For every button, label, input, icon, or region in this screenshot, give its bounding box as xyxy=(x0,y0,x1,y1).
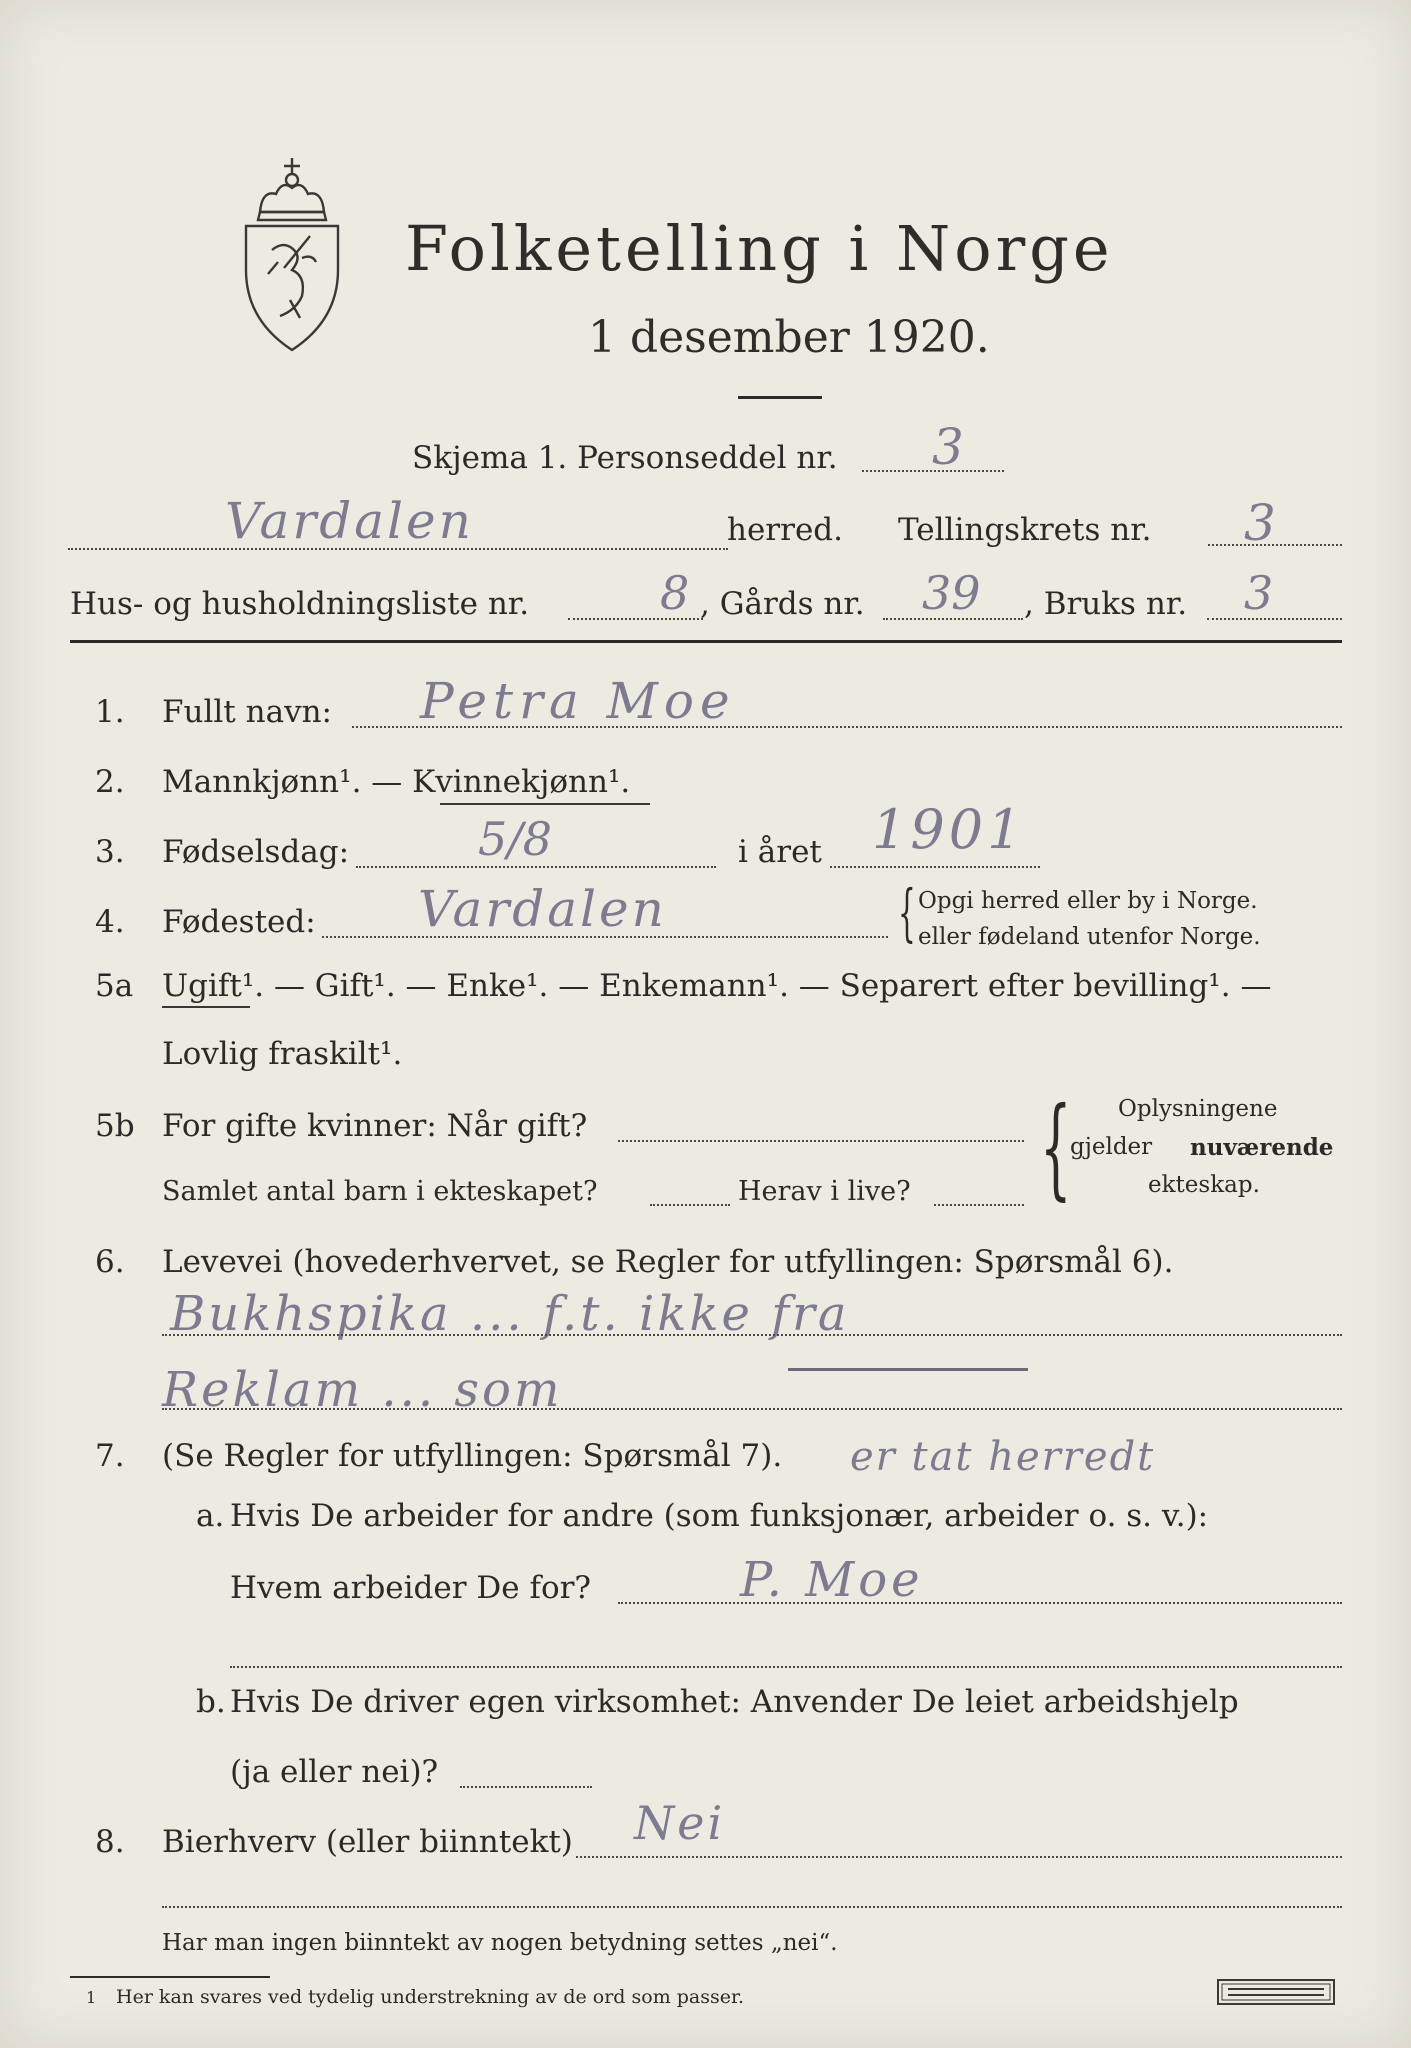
q5b-live-dots xyxy=(934,1204,1024,1206)
footnote-rule xyxy=(70,1976,270,1978)
q5b-brace: { xyxy=(1040,1083,1072,1211)
q2-label: Mannkjønn¹. — Kvinnekjønn¹. xyxy=(162,764,631,800)
q1-label: Fullt navn: xyxy=(162,694,332,730)
q5b-nar-gift-dots xyxy=(618,1140,1024,1142)
q7a-value: P. Moe xyxy=(740,1552,924,1608)
q5a-line-2: Lovlig fraskilt¹. xyxy=(162,1036,403,1072)
herred-label: herred. xyxy=(727,512,843,548)
q4-note-2: eller fødeland utenfor Norge. xyxy=(918,924,1261,950)
skjema-label: Skjema 1. Personseddel nr. xyxy=(412,440,838,476)
q8-value: Nei xyxy=(634,1796,726,1850)
herred-value: Vardalen xyxy=(225,492,474,550)
tellingskrets-nr-value: 3 xyxy=(1244,494,1276,552)
bruks-nr-value: 3 xyxy=(1244,566,1274,620)
q1-value: Petra Moe xyxy=(420,672,736,730)
personseddel-nr-value: 3 xyxy=(932,418,964,476)
hus-nr-value: 8 xyxy=(660,566,690,620)
q6-dots-2 xyxy=(162,1408,1342,1410)
q3-year-dots xyxy=(830,866,1040,868)
q3-number: 3. xyxy=(95,834,125,870)
q7a-number: a. xyxy=(196,1498,225,1534)
bruks-dots xyxy=(1207,618,1342,620)
q6-value-1: Bukhspika ... f.t. ikke fra xyxy=(170,1286,850,1342)
q5b-barn-dots xyxy=(650,1204,730,1206)
form-date: 1 desember 1920. xyxy=(588,312,990,363)
q5b-label-2: Samlet antal barn i ekteskapet? xyxy=(162,1176,598,1207)
footnote-text: Her kan svares ved tydelig understrekning av de ord som passer. xyxy=(116,1986,745,2008)
q6-dots-1 xyxy=(162,1334,1342,1336)
q4-number: 4. xyxy=(95,904,125,940)
tellingskrets-label: Tellingskrets nr. xyxy=(898,512,1152,548)
q5a-number: 5a xyxy=(95,968,134,1004)
q7b-line-1: Hvis De driver egen virksomhet: Anvender De leiet arbeidshjelp xyxy=(230,1684,1239,1720)
q4-value: Vardalen xyxy=(418,880,667,938)
q7-number: 7. xyxy=(95,1438,125,1474)
q2-kvinnekjonn-underline xyxy=(440,803,650,805)
q3-year-value: 1901 xyxy=(872,798,1026,861)
q6-number: 6. xyxy=(95,1244,125,1280)
q5b-note-2a: gjelder xyxy=(1070,1134,1153,1160)
header-divider xyxy=(70,640,1342,643)
q5a-ugift-underline xyxy=(162,1006,250,1008)
q7b-number: b. xyxy=(196,1684,226,1720)
q7b-line-2: (ja eller nei)? xyxy=(230,1754,439,1790)
q4-brace: { xyxy=(898,876,916,949)
q5b-number: 5b xyxy=(95,1108,135,1144)
q3-label: Fødselsdag: xyxy=(162,834,350,870)
q5b-note-3: ekteskap. xyxy=(1148,1172,1260,1198)
gards-nr-value: 39 xyxy=(922,566,981,620)
q2-number: 2. xyxy=(95,764,125,800)
printer-stamp-icon xyxy=(1216,1978,1336,2006)
q8-number: 8. xyxy=(95,1824,125,1860)
q7a-line-2: Hvem arbeider De for? xyxy=(230,1570,592,1606)
q7b-dots xyxy=(460,1786,592,1788)
q5b-label-1: For gifte kvinner: Når gift? xyxy=(162,1108,588,1144)
q7a-dots xyxy=(618,1602,1342,1604)
q7a-line-1: Hvis De arbeider for andre (som funksjonær, arbeider o. s. v.): xyxy=(230,1498,1209,1534)
q5b-label-3: Herav i live? xyxy=(738,1176,911,1207)
q8-dots xyxy=(576,1856,1342,1858)
q6-value-2: Reklam ... som xyxy=(162,1362,563,1418)
q4-note-1: Opgi herred eller by i Norge. xyxy=(918,888,1258,914)
footer-note: Har man ingen biinntekt av nogen betydning settes „nei“. xyxy=(162,1930,838,1956)
q3-year-label: i året xyxy=(738,834,822,870)
q3-dots xyxy=(356,866,716,868)
q5b-note-2b: nuværende xyxy=(1190,1134,1334,1161)
q6-value-3: er tat herredt xyxy=(850,1434,1156,1480)
q6-label: Levevei (hovederhvervet, se Regler for utfyllingen: Spørsmål 6). xyxy=(162,1244,1174,1280)
q4-label: Fødested: xyxy=(162,904,316,940)
q7a-dots-2 xyxy=(230,1666,1342,1668)
q5a-line-1: Ugift¹. — Gift¹. — Enke¹. — Enkemann¹. — Separert efter bevilling¹. — xyxy=(162,968,1272,1004)
q8-dots-2 xyxy=(162,1906,1342,1908)
q3-value: 5/8 xyxy=(478,812,553,866)
q7-label: (Se Regler for utfyllingen: Spørsmål 7). xyxy=(162,1438,783,1474)
gards-label: , Gårds nr. xyxy=(700,586,865,622)
q5b-note-1: Oplysningene xyxy=(1118,1096,1278,1122)
form-title: Folketelling i Norge xyxy=(405,212,1114,285)
q8-label: Bierhverv (eller biinntekt) xyxy=(162,1824,573,1860)
q6-strike-line xyxy=(788,1368,1028,1371)
hus-label: Hus- og husholdningsliste nr. xyxy=(70,586,530,622)
footnote-number: 1 xyxy=(86,1988,97,2007)
coat-of-arms-icon xyxy=(232,150,352,360)
bruks-label: , Bruks nr. xyxy=(1024,586,1188,622)
q1-number: 1. xyxy=(95,694,125,730)
title-rule xyxy=(738,396,822,399)
